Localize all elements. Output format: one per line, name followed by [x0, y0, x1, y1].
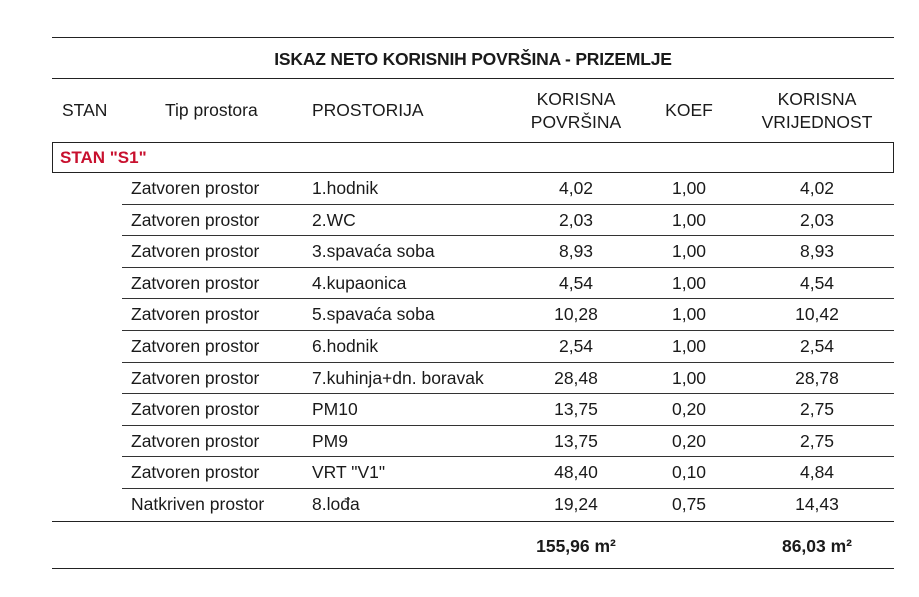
cell-prostorija: 1.hodnik — [312, 178, 379, 198]
cell-vrijednost: 10,42 — [795, 304, 839, 325]
cell-vrijednost: 4,54 — [799, 272, 835, 293]
header-korisna-vrijednost-line1: KORISNA — [777, 88, 857, 109]
table-row — [52, 205, 894, 237]
cell-vrijednost: 8,93 — [799, 241, 835, 262]
table-row — [52, 173, 894, 205]
cell-povrsina: 4,54 — [558, 272, 594, 293]
total-korisna-povrsina: 155,96 m² — [536, 535, 616, 556]
header-koef: KOEF — [665, 100, 713, 120]
cell-koef: 1,00 — [671, 241, 707, 262]
table-row — [52, 426, 894, 458]
cell-tip: Zatvoren prostor — [131, 178, 260, 198]
area-table — [52, 37, 894, 569]
cell-povrsina: 13,75 — [554, 430, 598, 451]
totals-row — [52, 521, 894, 568]
total-korisna-vrijednost: 86,03 m² — [781, 535, 853, 556]
table-body — [52, 173, 894, 521]
table-row — [52, 394, 894, 426]
cell-koef: 1,00 — [671, 209, 707, 230]
cell-povrsina: 2,54 — [558, 335, 594, 356]
cell-prostorija: 5.spavaća soba — [312, 304, 435, 325]
cell-vrijednost: 14,43 — [795, 493, 839, 514]
cell-povrsina: 8,93 — [558, 241, 594, 262]
cell-koef: 0,20 — [671, 399, 707, 420]
cell-povrsina: 4,02 — [558, 178, 594, 198]
cell-tip: Zatvoren prostor — [131, 367, 260, 388]
cell-prostorija: PM9 — [312, 430, 348, 451]
table-row — [52, 489, 894, 521]
cell-prostorija: PM10 — [312, 399, 358, 420]
table-row — [52, 268, 894, 300]
cell-prostorija: 2.WC — [312, 209, 356, 230]
header-korisna-vrijednost-line2: VRIJEDNOST — [761, 111, 873, 132]
header-prostorija: PROSTORIJA — [312, 100, 424, 120]
cell-tip: Zatvoren prostor — [131, 335, 260, 356]
cell-vrijednost: 2,75 — [799, 399, 835, 420]
section-stan-s1 — [52, 142, 894, 173]
table-row — [52, 363, 894, 395]
cell-tip: Zatvoren prostor — [131, 304, 260, 325]
table-row — [52, 236, 894, 268]
cell-tip: Natkriven prostor — [131, 493, 265, 514]
cell-povrsina: 48,40 — [554, 462, 598, 483]
cell-povrsina: 19,24 — [554, 493, 598, 514]
section-label: STAN "S1" — [60, 148, 147, 167]
cell-koef: 1,00 — [671, 335, 707, 356]
cell-vrijednost: 2,03 — [799, 209, 835, 230]
cell-vrijednost: 4,02 — [799, 178, 835, 198]
cell-prostorija: 8.lođa — [312, 493, 360, 514]
table-row — [52, 299, 894, 331]
cell-vrijednost: 2,54 — [799, 335, 835, 356]
cell-tip: Zatvoren prostor — [131, 462, 260, 483]
cell-tip: Zatvoren prostor — [131, 209, 260, 230]
table-title: ISKAZ NETO KORISNIH POVRŠINA - PRIZEMLJE — [274, 49, 672, 69]
cell-koef: 1,00 — [671, 367, 707, 388]
cell-vrijednost: 28,78 — [795, 367, 839, 388]
cell-koef: 1,00 — [671, 304, 707, 325]
header-korisna-vrijednost — [740, 79, 894, 142]
header-row — [52, 79, 894, 142]
header-stan: STAN — [62, 100, 108, 120]
cell-prostorija: 6.hodnik — [312, 335, 379, 356]
cell-prostorija: 3.spavaća soba — [312, 241, 435, 262]
header-tip-prostora: Tip prostora — [165, 100, 258, 120]
table-row — [52, 457, 894, 489]
table-row — [52, 331, 894, 363]
cell-povrsina: 2,03 — [558, 209, 594, 230]
cell-koef: 1,00 — [671, 272, 707, 293]
cell-koef: 0,10 — [671, 462, 707, 483]
cell-vrijednost: 2,75 — [799, 430, 835, 451]
cell-povrsina: 13,75 — [554, 399, 598, 420]
cell-tip: Zatvoren prostor — [131, 241, 260, 262]
cell-vrijednost: 4,84 — [799, 462, 835, 483]
cell-tip: Zatvoren prostor — [131, 430, 260, 451]
cell-prostorija: 4.kupaonica — [312, 272, 407, 293]
cell-tip: Zatvoren prostor — [131, 399, 260, 420]
cell-prostorija: VRT "V1" — [312, 462, 386, 483]
header-korisna-povrsina-line2: POVRŠINA — [530, 111, 622, 132]
header-korisna-povrsina — [521, 79, 631, 142]
cell-koef: 0,75 — [671, 493, 707, 514]
cell-povrsina: 28,48 — [554, 367, 598, 388]
cell-prostorija: 7.kuhinja+dn. boravak — [312, 367, 484, 388]
cell-koef: 0,20 — [671, 430, 707, 451]
header-korisna-povrsina-line1: KORISNA — [536, 88, 616, 109]
cell-tip: Zatvoren prostor — [131, 272, 260, 293]
cell-koef: 1,00 — [671, 178, 707, 198]
cell-povrsina: 10,28 — [554, 304, 598, 325]
